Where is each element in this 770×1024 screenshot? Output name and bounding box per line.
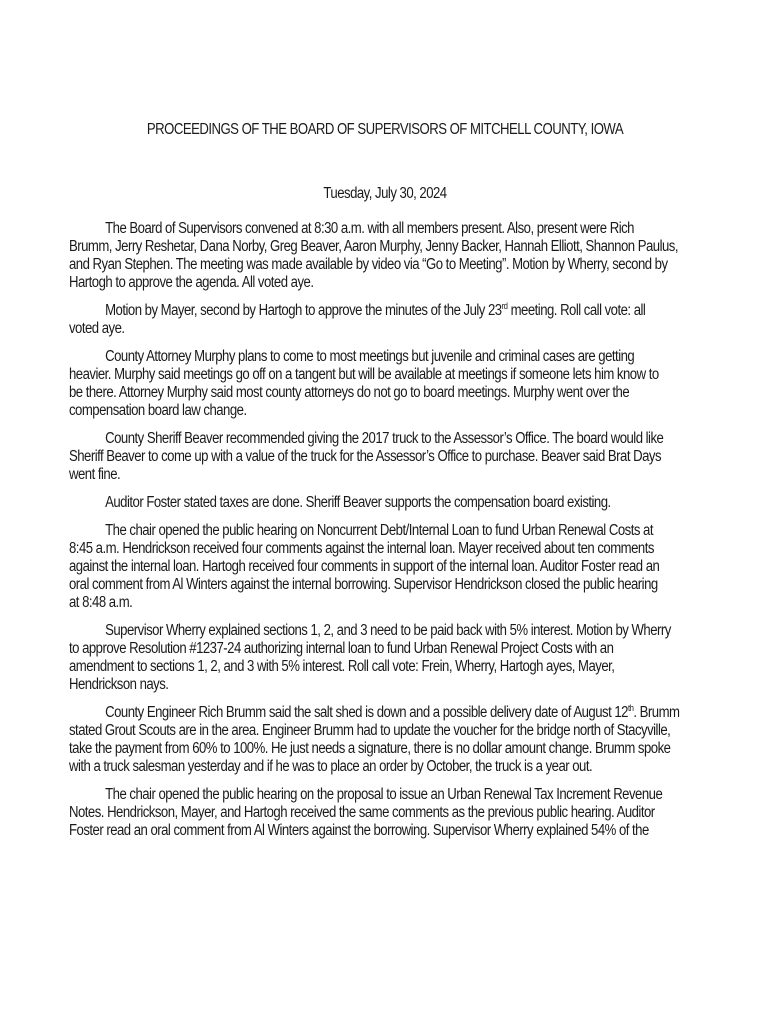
paragraph-line: at 8:48 a.m.	[69, 594, 133, 611]
paragraph-line: to approve Resolution #1237-24 authorizing internal loan to fund Urban Renewal Project Costs with an	[69, 640, 614, 657]
paragraph-line: Notes. Hendrickson, Mayer, and Hartogh received the same comments as the previous public hearing. Auditor	[69, 804, 655, 821]
document-title: PROCEEDINGS OF THE BOARD OF SUPERVISORS OF MITCHELL COUNTY, IOWA	[146, 121, 624, 138]
meeting-date: Tuesday, July 30, 2024	[323, 185, 447, 202]
line-text: County Engineer Rich Brumm said the salt shed is down and a possible delivery date of August 12	[105, 704, 628, 721]
paragraph-line: heavier. Murphy said meetings go off on a tangent but will be available at meetings if someone lets him know to	[69, 366, 659, 383]
paragraph-line: Hartogh to approve the agenda. All voted aye.	[69, 274, 314, 291]
paragraph-line: Foster read an oral comment from Al Winters against the borrowing. Supervisor Wherry explained 54% of the	[69, 822, 649, 839]
ordinal-suffix: th	[627, 702, 634, 713]
paragraph	[69, 430, 699, 484]
line-text: Motion by Mayer, second by Hartogh to approve the minutes of the July 23	[105, 302, 502, 319]
paragraph-line: The Board of Supervisors convened at 8:30 a.m. with all members present. Also, present were Rich	[105, 220, 634, 237]
paragraph-line: Brumm, Jerry Reshetar, Dana Norby, Greg Beaver, Aaron Murphy, Jenny Backer, Hannah Elliott, Shannon Paulus,	[69, 238, 678, 255]
paragraph-line: The chair opened the public hearing on Noncurrent Debt/Internal Loan to fund Urban Renewal Costs at	[105, 522, 653, 539]
paragraph-line: The chair opened the public hearing on the proposal to issue an Urban Renewal Tax Increment Revenue	[105, 786, 663, 803]
paragraph-line: Auditor Foster stated taxes are done. Sheriff Beaver supports the compensation board existing.	[105, 494, 611, 511]
paragraph	[69, 622, 699, 694]
paragraph	[69, 302, 699, 338]
paragraph-line	[69, 302, 699, 320]
paragraph	[69, 704, 699, 776]
paragraph-line: 8:45 a.m. Hendrickson received four comments against the internal loan. Mayer received about ten comments	[69, 540, 654, 557]
paragraph	[69, 522, 699, 612]
paragraph-line: County Attorney Murphy plans to come to most meetings but juvenile and criminal cases are getting	[105, 348, 635, 365]
paragraph-line: Sheriff Beaver to come up with a value of the truck for the Assessor’s Office to purchase. Beaver said Brat Days	[69, 448, 662, 465]
document-body	[69, 220, 699, 850]
paragraph-line: went fine.	[69, 466, 121, 483]
paragraph-line: with a truck salesman yesterday and if he was to place an order by October, the truck is a year out.	[69, 758, 593, 775]
paragraph-line: amendment to sections 1, 2, and 3 with 5% interest. Roll call vote: Frein, Wherry, Hartogh ayes, Mayer,	[69, 658, 615, 675]
paragraph-line: take the payment from 60% to 100%. He just needs a signature, there is no dollar amount change. Brumm spoke	[69, 740, 671, 757]
paragraph-line: against the internal loan. Hartogh received four comments in support of the internal loan. Auditor Foster read an	[69, 558, 660, 575]
paragraph-line: compensation board law change.	[69, 402, 247, 419]
paragraph-line: Supervisor Wherry explained sections 1, 2, and 3 need to be paid back with 5% interest. Motion by Wherry	[105, 622, 671, 639]
paragraph-line: be there. Attorney Murphy said most county attorneys do not go to board meetings. Murphy went over the	[69, 384, 630, 401]
ordinal-suffix: rd	[501, 300, 508, 311]
line-text: meeting. Roll call vote: all	[507, 302, 646, 319]
paragraph-line: voted aye.	[69, 320, 125, 337]
paragraph-line: stated Grout Scouts are in the area. Engineer Brumm had to update the voucher for the bridge north of Stacyville,	[69, 722, 671, 739]
line-text: . Brumm	[633, 704, 680, 721]
paragraph	[69, 494, 699, 512]
paragraph	[69, 220, 699, 292]
paragraph	[69, 786, 699, 840]
paragraph	[69, 348, 699, 420]
paragraph-line: and Ryan Stephen. The meeting was made available by video via “Go to Meeting”. Motion by Wherry, second by	[69, 256, 668, 273]
paragraph-line: Hendrickson nays.	[69, 676, 169, 693]
paragraph-line: County Sheriff Beaver recommended giving the 2017 truck to the Assessor’s Office. The board would like	[105, 430, 664, 447]
paragraph-line: oral comment from Al Winters against the internal borrowing. Supervisor Hendrickson closed the public hearing	[69, 576, 658, 593]
paragraph-line	[69, 704, 699, 722]
